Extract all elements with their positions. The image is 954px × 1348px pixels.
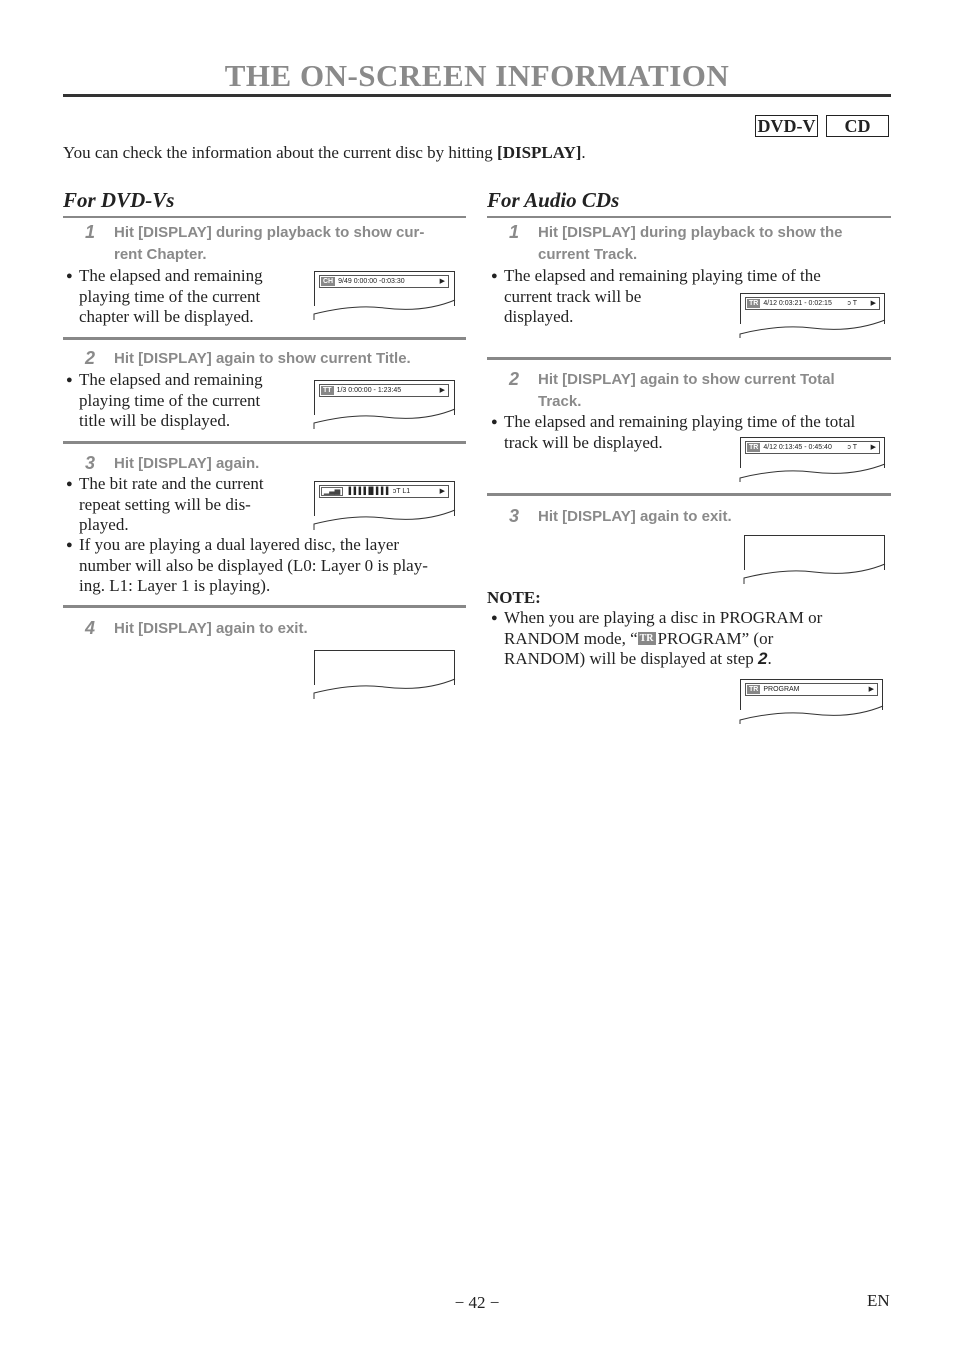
track-icon: TR — [749, 300, 759, 307]
play-icon: ▶ — [870, 444, 876, 451]
dvd-step-4-text: Hit [DISPLAY] again to exit. — [114, 620, 308, 637]
dvd-step-1-text: Hit [DISPLAY] during playback to show cur- rent Chapter. — [114, 224, 425, 263]
play-icon: ▶ — [439, 387, 445, 394]
osd-bar-total-track: TR 4/12 0:13:45 - 0:45:40 ɔ T ▶ — [745, 441, 880, 454]
bullet-dot: ● — [66, 270, 73, 282]
cd-step-1-text: Hit [DISPLAY] during playback to show the current Track. — [538, 224, 843, 263]
language-code: EN — [867, 1291, 890, 1310]
screen-curve — [740, 308, 885, 338]
bullet-dot: ● — [66, 478, 73, 490]
bullet-dot: ● — [491, 270, 498, 282]
screen-curve — [744, 550, 885, 584]
tv-screen-bitrate — [314, 481, 455, 516]
osd-bar-chapter: CH 9/49 0:00:00 -0:03:30 ▶ — [319, 275, 449, 288]
chapter-icon: CH — [323, 278, 334, 285]
note-text: When you are playing a disc in PROGRAM or RANDOM mode, “ TR PROGRAM” (or RANDOM) will be displayed at step 2. — [504, 608, 823, 668]
step-rule — [487, 357, 891, 360]
bullet-dot: ● — [491, 612, 498, 624]
page-number: − 42 − — [454, 1293, 500, 1312]
play-icon: ▶ — [868, 686, 874, 693]
cd-step-3-text: Hit [DISPLAY] again to exit. — [538, 508, 732, 525]
dvd-heading: For DVD-Vs — [63, 188, 175, 212]
total-track-icon: TR — [749, 444, 759, 451]
badge-dvd-v: DVD-V — [755, 115, 818, 137]
screen-curve — [314, 665, 455, 699]
screen-curve — [740, 452, 885, 482]
dvd-step-3-number: 3 — [85, 453, 96, 473]
step-rule — [63, 337, 466, 340]
bullet-dot: ● — [491, 416, 498, 428]
tv-screen-program — [740, 679, 883, 710]
screen-curve — [314, 395, 455, 429]
tv-screen-chapter — [314, 271, 455, 306]
bullet-dot: ● — [66, 374, 73, 386]
step-rule — [487, 493, 891, 496]
tv-screen-total-track — [740, 437, 885, 468]
cd-step-2-text: Hit [DISPLAY] again to show current Total Track. — [538, 371, 835, 410]
tv-screen-track — [740, 293, 885, 324]
cd-step-2-bullet: The elapsed and remaining playing time of the total track will be displayed. — [504, 412, 856, 452]
cd-step-3-number: 3 — [509, 506, 520, 526]
intro-text: You can check the information about the current disc by hitting [DISPLAY]. — [63, 143, 586, 162]
page-title: THE ON-SCREEN INFORMATION — [224, 58, 730, 93]
step-rule — [63, 605, 466, 608]
note-label: NOTE: — [487, 588, 541, 607]
program-icon: TR — [749, 686, 759, 693]
play-icon: ▶ — [870, 300, 876, 307]
tv-screen-title — [314, 380, 455, 415]
dvd-step-3-text: Hit [DISPLAY] again. — [114, 455, 260, 472]
cd-step-2-number: 2 — [509, 369, 520, 389]
screen-curve — [740, 694, 883, 724]
signal-bars-icon: ▁▃▅ — [321, 487, 343, 496]
tv-screen-blank — [314, 650, 455, 685]
screen-curve — [314, 286, 455, 320]
dvd-step-3-bullet-layer: If you are playing a dual layered disc, the layer number will also be displayed (L0: Layer 0 is play- ing. L1: Layer 1 is playing). — [79, 535, 428, 595]
title-icon: TT — [323, 387, 332, 394]
badge-cd: CD — [826, 115, 889, 137]
repeat-icon: ɔ T — [847, 300, 857, 307]
dvd-step-2-text: Hit [DISPLAY] again to show current Title. — [114, 350, 411, 367]
play-icon: ▶ — [439, 488, 445, 495]
dvd-heading-rule — [63, 216, 466, 218]
dvd-step-3-bullet: The bit rate and the current repeat setting will be dis- played. — [79, 474, 264, 534]
cd-heading: For Audio CDs — [487, 188, 620, 212]
cd-heading-rule — [487, 216, 891, 218]
play-icon: ▶ — [439, 278, 445, 285]
dvd-step-2-bullet: The elapsed and remaining playing time of the current title will be displayed. — [79, 370, 263, 430]
screen-curve — [314, 496, 455, 530]
osd-bar-track: TR 4/12 0:03:21 - 0:02:15 ɔ T ▶ — [745, 297, 880, 310]
dvd-step-2-number: 2 — [85, 348, 96, 368]
osd-bar-program: TR PROGRAM ▶ — [745, 683, 878, 696]
osd-bar-title: TT 1/3 0:00:00 - 1:23:45 ▶ — [319, 384, 449, 397]
cd-step-1-number: 1 — [509, 222, 520, 242]
dvd-step-1-bullet: The elapsed and remaining playing time of the current chapter will be displayed. — [79, 266, 263, 326]
dvd-step-4-number: 4 — [85, 618, 96, 638]
step-rule — [63, 441, 466, 444]
title-rule — [63, 94, 891, 97]
dvd-step-1-number: 1 — [85, 222, 96, 242]
track-icon: TR — [639, 632, 654, 644]
cd-step-1-bullet: The elapsed and remaining playing time of the current track will be displayed. — [504, 266, 821, 326]
tv-screen-blank — [744, 535, 885, 570]
bullet-dot: ● — [66, 539, 73, 551]
osd-bar-bitrate: ▁▃▅ ▐▐▐▐▐▌▌▌▌ ɔT L1 ▶ — [319, 485, 449, 498]
repeat-icon: ɔ T — [847, 444, 857, 451]
